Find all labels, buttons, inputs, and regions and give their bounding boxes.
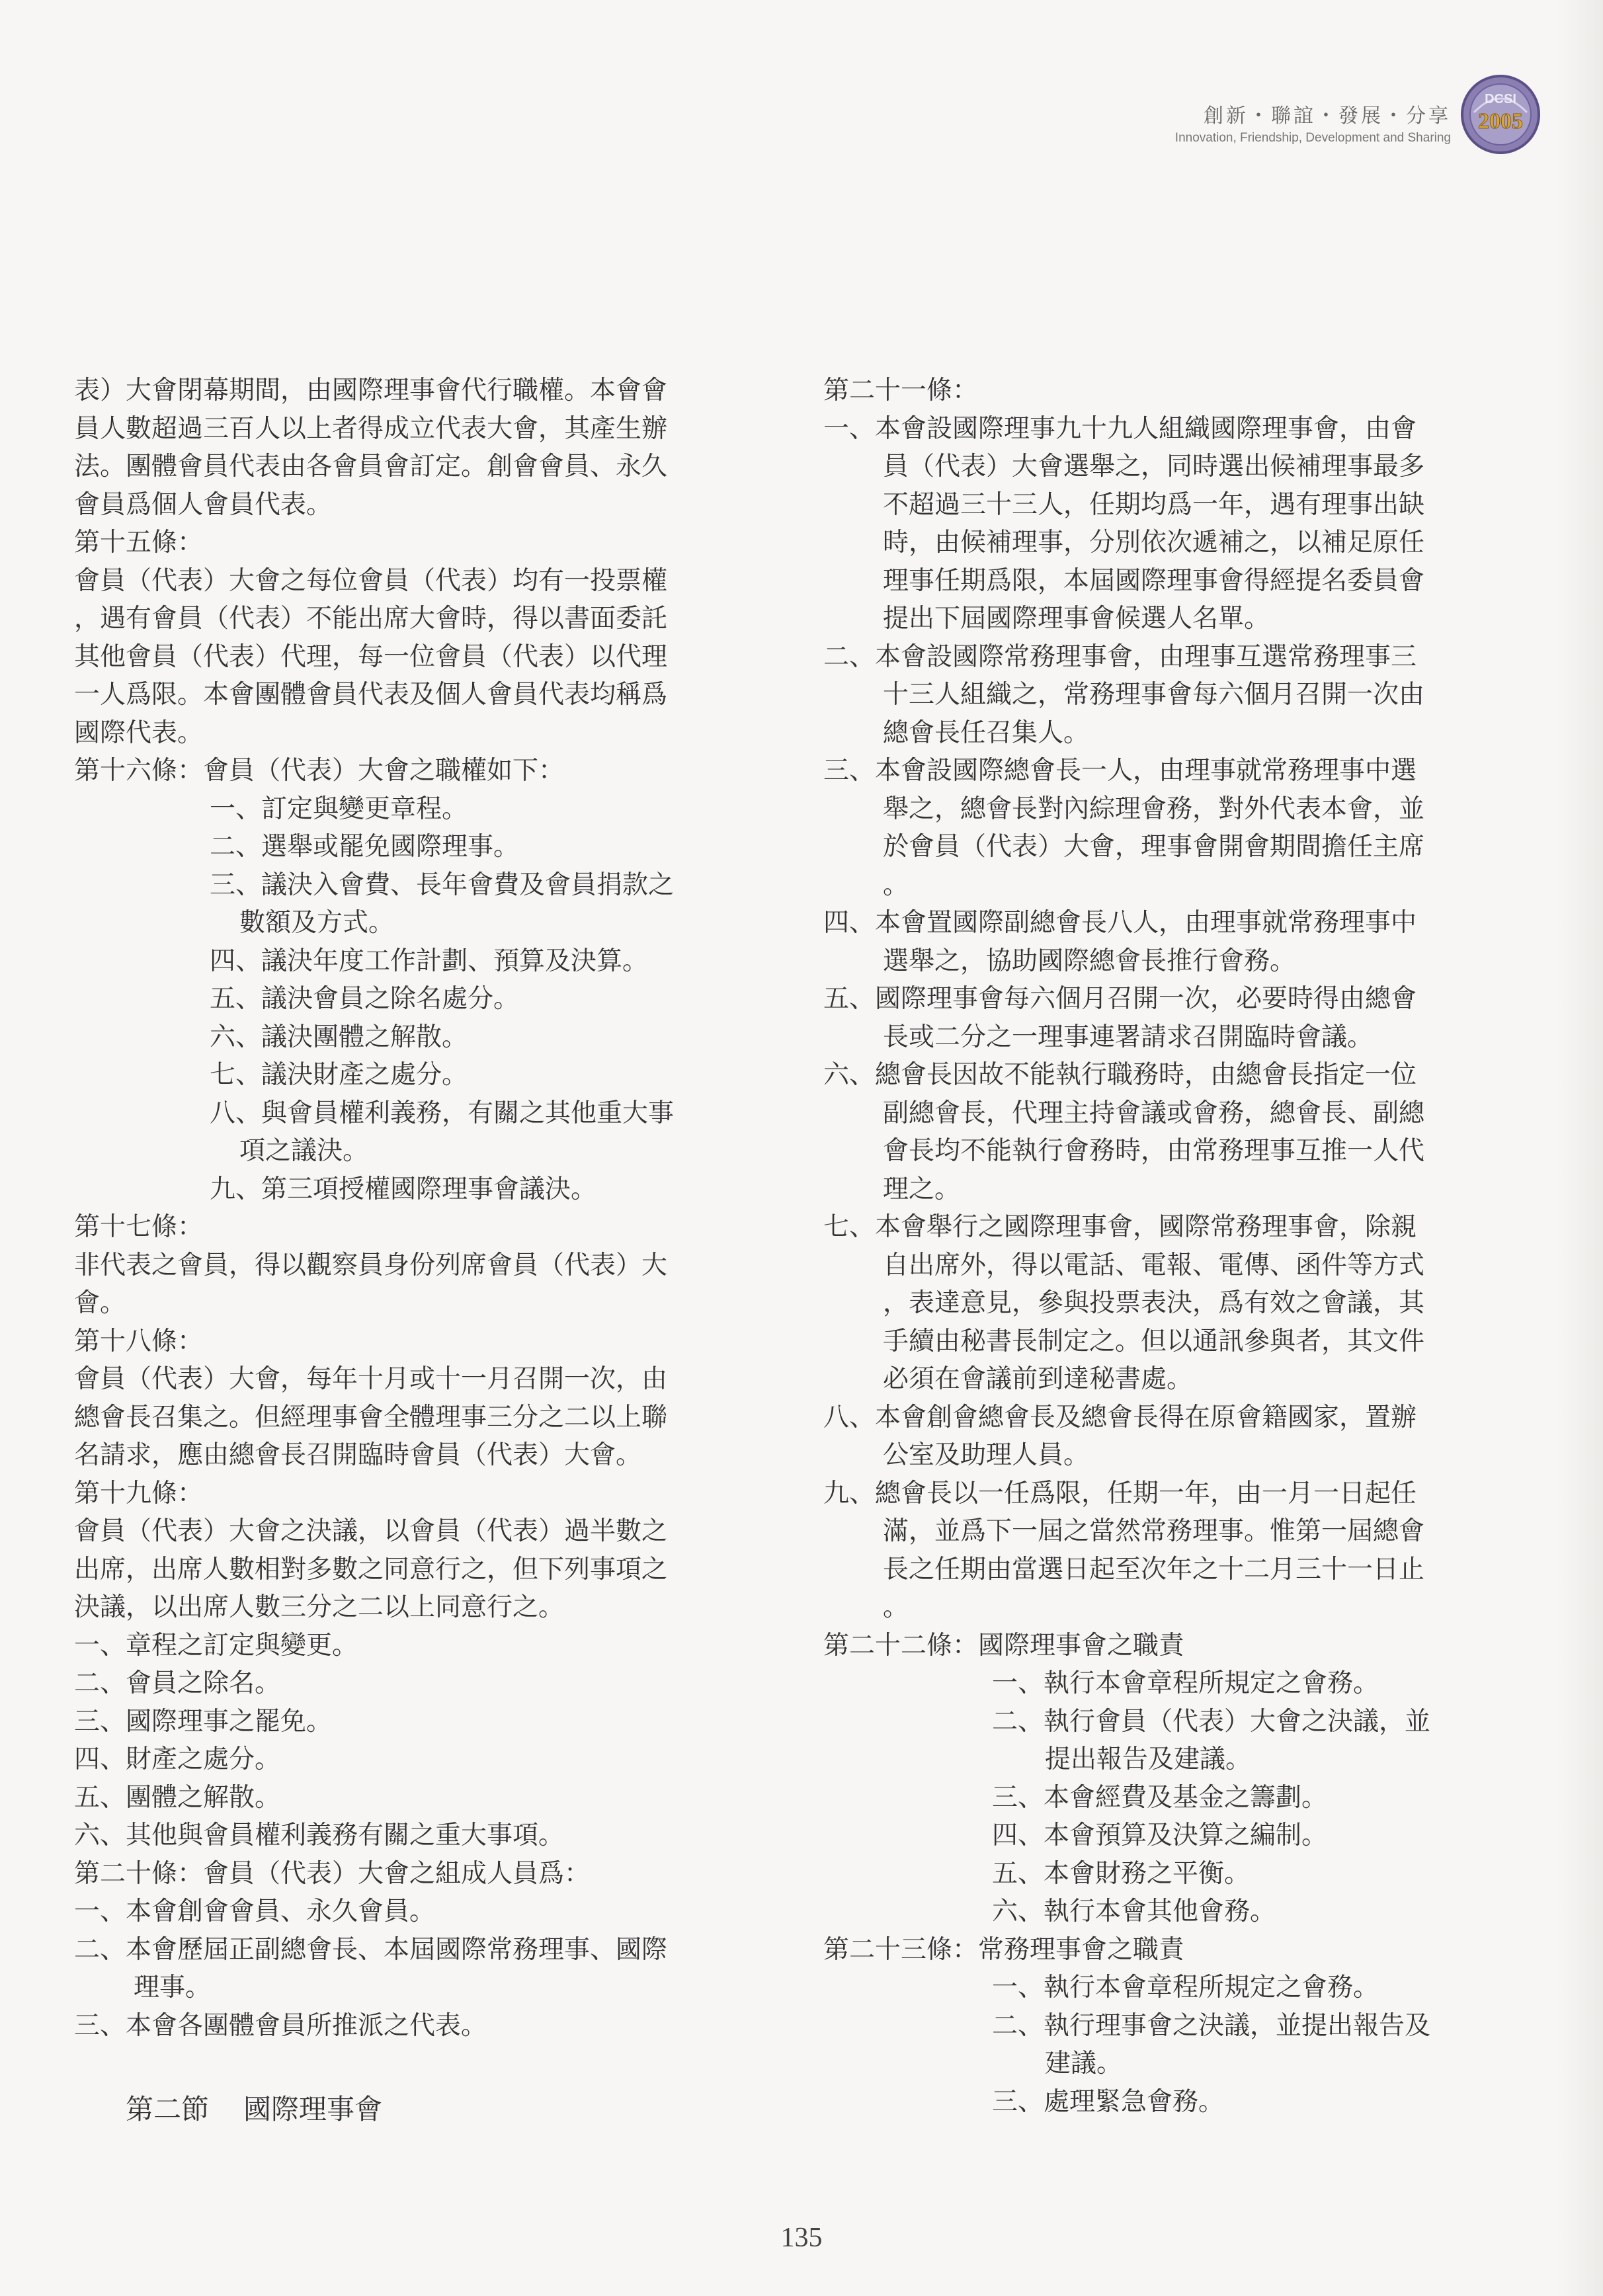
text-line: 一人爲限。本會團體會員代表及個人會員代表均稱爲	[74, 680, 668, 710]
text-line: 十三人組織之，常務理事會每六個月召開一次由	[883, 680, 1425, 710]
text-line: 第十七條：	[74, 1212, 204, 1242]
text-line: 其他會員（代表）代理，每一位會員（代表）以代理	[74, 641, 668, 672]
text-line: 數額及方式。	[239, 908, 395, 938]
text-line: 四、議決年度工作計劃、預算及決算。	[210, 946, 649, 976]
text-line: 員人數超過三百人以上者得成立代表大會，其產生辦	[74, 413, 668, 444]
text-line: 二、本會歷屆正副總會長、本屆國際常務理事、國際	[74, 1934, 668, 1965]
text-line: 出席，出席人數相對多數之同意行之，但下列事項之	[74, 1554, 668, 1584]
text-line: 六、執行本會其他會務。	[992, 1897, 1276, 1926]
text-line: 第二十三條：常務理事會之職責	[823, 1934, 1185, 1965]
text-line: 五、議決會員之除名處分。	[210, 984, 520, 1014]
text-line: 提出報告及建議。	[1045, 1744, 1252, 1774]
text-line: 第二十條：會員（代表）大會之組成人員爲：	[74, 1858, 591, 1889]
text-line: 第十六條：會員（代表）大會之職權如下：	[74, 756, 565, 786]
text-line: 會員（代表）大會之決議，以會員（代表）過半數之	[74, 1516, 668, 1546]
text-line: 八、與會員權利義務，有關之其他重大事	[210, 1098, 675, 1128]
text-line: 一、本會創會會員、永久會員。	[74, 1897, 436, 1926]
text-line: 國際代表。	[74, 718, 204, 748]
text-line: 五、團體之解散。	[74, 1782, 281, 1813]
text-line: 七、議決財產之處分。	[210, 1060, 468, 1090]
text-line: 第十五條：	[74, 528, 204, 557]
text-line: 會。	[74, 1288, 126, 1318]
text-line: 員（代表）大會選舉之，同時選出候補理事最多	[883, 452, 1425, 481]
text-line: 滿，並爲下一屆之當然常務理事。惟第一屆總會	[883, 1516, 1425, 1546]
text-line: 理之。	[883, 1174, 961, 1204]
section-title: 國際理事會	[243, 2094, 383, 2125]
text-line: 三、議決入會費、長年會費及會員捐款之	[210, 870, 675, 900]
logo-year: 2005	[1478, 109, 1523, 134]
text-line: 三、本會設國際總會長一人，由理事就常務理事中選	[823, 756, 1417, 786]
text-line: 一、執行本會章程所規定之會務。	[992, 1973, 1379, 2002]
page-number: 135	[780, 2223, 823, 2253]
text-line: 三、處理緊急會務。	[992, 2086, 1225, 2117]
text-line: 會員（代表）大會，每年十月或十一月召開一次，由	[74, 1364, 668, 1394]
dcsi-2005-logo	[1458, 71, 1543, 157]
text-line: ，遇有會員（代表）不能出席大會時，得以書面委託	[74, 604, 668, 634]
text-line: 提出下屆國際理事會候選人名單。	[883, 604, 1270, 634]
page-header	[1175, 99, 1451, 145]
section-heading	[126, 2088, 382, 2127]
text-line: 於會員（代表）大會，理事會開會期間擔任主席	[883, 832, 1425, 862]
header-slogan-cn: 創新・聯誼・發展・分享	[1204, 104, 1451, 128]
text-line: 五、本會財務之平衡。	[992, 1858, 1251, 1889]
text-line: 三、本會各團體會員所推派之代表。	[74, 2010, 487, 2041]
text-line: 三、國際理事之罷免。	[74, 1706, 333, 1737]
text-line: 四、財產之處分。	[74, 1744, 281, 1774]
text-line: 五、國際理事會每六個月召開一次，必要時得由總會	[823, 984, 1417, 1014]
text-line: 二、執行理事會之決議，並提出報告及	[992, 2010, 1431, 2041]
text-line: 九、第三項授權國際理事會議決。	[210, 1174, 597, 1204]
text-line: 自出席外，得以電話、電報、電傳、函件等方式	[883, 1250, 1425, 1280]
text-line: 非代表之會員，得以觀察員身份列席會員（代表）大	[74, 1250, 668, 1280]
text-line: 一、訂定與變更章程。	[210, 794, 468, 824]
left-column	[74, 372, 735, 2045]
text-line: 副總會長，代理主持會議或會務，總會長、副總	[883, 1098, 1425, 1128]
text-line: 六、總會長因故不能執行職務時，由總會長指定一位	[823, 1060, 1417, 1090]
text-line: 八、本會創會總會長及總會長得在原會籍國家，置辦	[823, 1402, 1417, 1432]
text-line: 第十九條：	[74, 1478, 204, 1508]
text-line: 手續由秘書長制定之。但以通訊參與者，其文件	[883, 1326, 1425, 1356]
text-line: 理事任期爲限，本屆國際理事會得經提名委員會	[883, 565, 1425, 596]
text-line: 二、選舉或罷免國際理事。	[210, 832, 520, 862]
text-line: 一、章程之訂定與變更。	[74, 1630, 358, 1660]
text-line: 四、本會置國際副總會長八人，由理事就常務理事中	[823, 908, 1417, 938]
text-line: 總會長任召集人。	[883, 718, 1090, 748]
text-line: 第二十一條：	[823, 376, 979, 405]
text-line: 建議。	[1045, 2049, 1123, 2078]
text-line: 一、執行本會章程所規定之會務。	[992, 1668, 1379, 1698]
text-line: 公室及助理人員。	[883, 1440, 1090, 1470]
header-slogan-en: Innovation, Friendship, Development and Sharing	[1174, 131, 1451, 145]
text-line: 名請求，應由總會長召開臨時會員（代表）大會。	[74, 1440, 642, 1470]
text-line: 。	[883, 870, 909, 900]
text-line: 九、總會長以一任爲限，任期一年，由一月一日起任	[823, 1478, 1417, 1508]
text-line: 項之議決。	[239, 1136, 369, 1166]
right-column	[823, 372, 1485, 2121]
text-line: 理事。	[134, 1973, 212, 2002]
text-line: 長或二分之一理事連署請求召開臨時會議。	[883, 1022, 1374, 1052]
text-line: 第十八條：	[74, 1326, 204, 1356]
text-line: 會長均不能執行會務時，由常務理事互推一人代	[883, 1136, 1425, 1166]
text-line: 決議，以出席人數三分之二以上同意行之。	[74, 1592, 565, 1622]
text-line: 法。團體會員代表由各會員會訂定。創會會員、永久	[74, 452, 668, 481]
text-line: 必須在會議前到達秘書處。	[883, 1364, 1193, 1394]
text-line: 會員爲個人會員代表。	[74, 489, 333, 520]
text-line: 舉之，總會長對內綜理會務，對外代表本會，並	[883, 794, 1425, 824]
text-line: 一、本會設國際理事九十九人組織國際理事會，由會	[823, 413, 1417, 444]
section-number: 第二節	[126, 2094, 210, 2125]
text-line: 表）大會閉幕期間，由國際理事會代行職權。本會會	[74, 376, 668, 405]
text-line: 七、本會舉行之國際理事會，國際常務理事會，除親	[823, 1212, 1417, 1242]
text-line: 三、本會經費及基金之籌劃。	[992, 1782, 1328, 1813]
text-line: 選舉之，協助國際總會長推行會務。	[883, 946, 1296, 976]
logo-acronym: DCSI	[1485, 92, 1516, 106]
text-line: 長之任期由當選日起至次年之十二月三十一日止	[883, 1554, 1425, 1584]
text-line: 第二十二條：國際理事會之職責	[823, 1630, 1185, 1660]
text-line: 總會長召集之。但經理事會全體理事三分之二以上聯	[74, 1402, 668, 1432]
text-line: 不超過三十三人，任期均爲一年，遇有理事出缺	[883, 489, 1425, 520]
text-line: ，表達意見，參與投票表決，爲有效之會議，其	[883, 1288, 1425, 1318]
text-line: 二、會員之除名。	[74, 1668, 281, 1698]
text-line: 二、執行會員（代表）大會之決議，並	[992, 1706, 1431, 1737]
text-line: 時，由候補理事，分別依次遞補之，以補足原任	[883, 528, 1425, 557]
scan-edge	[1557, 0, 1603, 2296]
text-line: 二、本會設國際常務理事會，由理事互選常務理事三	[823, 641, 1417, 672]
text-line: 四、本會預算及決算之編制。	[992, 1821, 1328, 1850]
text-line: 六、其他與會員權利義務有關之重大事項。	[74, 1821, 565, 1850]
text-line: 會員（代表）大會之每位會員（代表）均有一投票權	[74, 565, 668, 596]
text-line: 。	[883, 1592, 909, 1622]
text-line: 六、議決團體之解散。	[210, 1022, 468, 1052]
